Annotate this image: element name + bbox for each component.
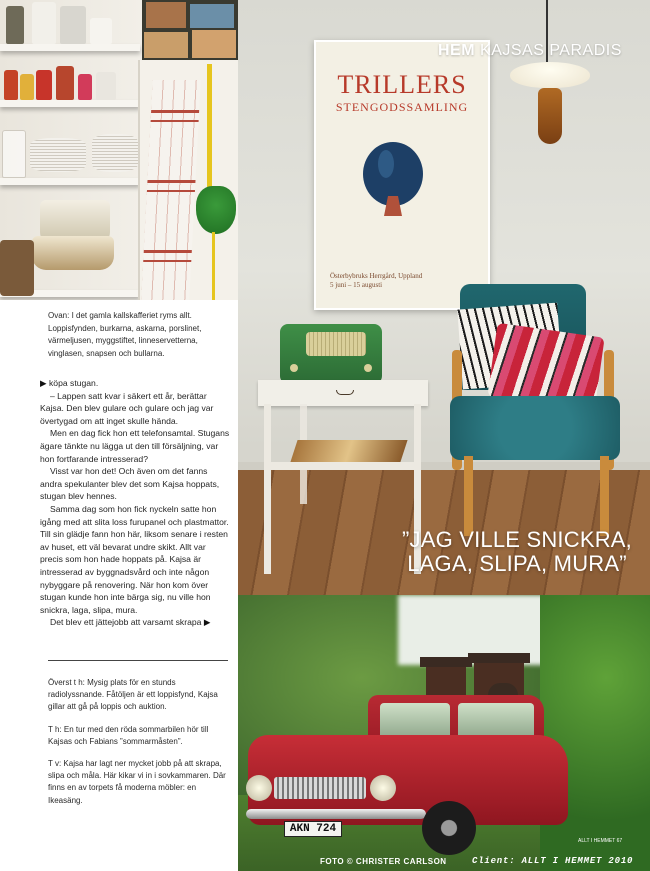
car-bumper xyxy=(246,809,426,819)
nightstand-shelf xyxy=(266,462,416,470)
car-window xyxy=(458,703,534,739)
poster-footer: Österbybruks Herrgård, Uppland 5 juni – 15 augusti xyxy=(330,272,423,289)
caption: T h: En tur med den röda sommarbilen hör till Kajsas och Fabians ”sommarmåsten”. xyxy=(48,724,209,746)
article-paragraph: Samma dag som hon fick nyckeln satte hon igång med att slita loss furupanel och plastmattor. Till sin glädje fann hon här, liksom senare i resten av huset, ett väl bevarat undre skikt. Allt var precis som hon hade hoppats på. Kajsa är intresserad av byggnadsvård och inte någon nybyggare på renovering. När hon kom över stugan kunde hon inte bärga sig, nu ville hon snickra, laga, slipa, mura. xyxy=(40,503,229,615)
pantry-shelf xyxy=(0,100,140,107)
section-header xyxy=(438,42,622,60)
continue-arrow-icon: ▶ xyxy=(203,617,211,628)
poster-title: TRILLERS xyxy=(337,70,467,99)
pantry-shelf xyxy=(0,44,140,51)
jar xyxy=(90,18,112,44)
nightstand xyxy=(258,380,428,406)
nightstand-leg xyxy=(264,404,271,574)
caption: Överst t h: Mysig plats för en stunds radiolyssnande. Fåtöljen är ett loppisfynd, Kajsa gillar att gå på loppis och auktion. xyxy=(48,678,218,712)
poster-subtitle: STENGODSSAMLING xyxy=(335,100,469,114)
wine-glasses xyxy=(2,130,26,178)
pantry-shelf xyxy=(0,178,140,185)
plate-stack xyxy=(30,138,86,172)
armchair-seat xyxy=(450,396,620,460)
captions-bottom xyxy=(48,677,228,817)
jar xyxy=(96,72,116,100)
car-wheel xyxy=(422,801,476,855)
broom-head xyxy=(196,186,236,234)
jar xyxy=(60,6,86,44)
broom xyxy=(212,232,215,300)
headlight xyxy=(370,775,396,801)
armchair-leg xyxy=(600,456,609,536)
jar xyxy=(6,6,24,44)
foliage xyxy=(540,595,650,871)
plate-stack xyxy=(92,134,138,172)
radio-grille xyxy=(306,332,366,356)
jar xyxy=(32,2,56,44)
article-paragraph: – Lappen satt kvar i säkert ett år, berättar Kajsa. Den blev gulare och gulare och jag var övertygad om att inget skulle hända. xyxy=(40,390,214,426)
article-title: KAJSAS PARADIS xyxy=(480,42,622,59)
article-paragraph: ▶ köpa stugan. xyxy=(40,378,99,388)
basket xyxy=(0,240,34,296)
exhibition-poster xyxy=(314,40,490,310)
client-credit: Client: ALLT I HEMMET 2010 xyxy=(472,856,634,866)
page-folio: ALLT I HEMMET 67 xyxy=(578,838,623,844)
red-car-photo xyxy=(238,595,650,871)
magazines xyxy=(290,440,407,462)
caption-top: Ovan: I det gamla kallskafferiet ryms allt. Loppisfynden, burkarna, askarna, porslinet, värmeljusen, myggstiftet, linneservetterna, vinglasen, snapsen och bullarna. xyxy=(48,311,202,358)
pantry-photo xyxy=(0,0,238,300)
ceiling-lamp xyxy=(510,62,590,88)
photo-credit: FOTO © CHRISTER CARLSON xyxy=(320,857,447,866)
photo-collage xyxy=(142,0,238,60)
section-name: HEM xyxy=(438,42,476,59)
shed-roof xyxy=(420,657,472,667)
living-room-photo xyxy=(238,0,650,595)
car-grille xyxy=(274,777,366,799)
pull-quote: ”JAG VILLE SNICKRA, LAGA, SLIPA, MURA” xyxy=(402,527,632,576)
pot xyxy=(32,236,114,270)
jar xyxy=(56,66,74,100)
divider xyxy=(48,660,228,661)
jar xyxy=(36,70,52,100)
car-window xyxy=(380,703,450,739)
article-paragraph: Visst var hon det! Och även om det fanns andra spekulanter blev det som Kajsa hoppats, stugan blev hennes. xyxy=(40,466,220,502)
headlight xyxy=(246,775,272,801)
jar xyxy=(78,74,92,100)
vase-illustration xyxy=(358,138,428,218)
shed-roof xyxy=(468,653,530,663)
armchair-leg xyxy=(464,456,473,536)
vintage-radio xyxy=(280,324,382,384)
caption: T v: Kajsa har lagt ner mycket jobb på att skrapa, slipa och måla. Här kikar vi in i sovkammaren. Där finns en av torpets få moderna möbler: en Ikeasäng. xyxy=(48,759,226,805)
jar xyxy=(4,70,18,100)
article-body xyxy=(40,377,230,629)
license-plate: AKN 724 xyxy=(284,821,342,837)
article-paragraph: Det blev ett jättejobb att varsamt skrapa ▶ xyxy=(50,617,211,628)
continue-arrow-icon: ▶ xyxy=(40,378,47,388)
article-paragraph: Men en dag fick hon ett telefonsamtal. Stugans ägare tänkte nu lägga ut den till försäljning, var hon fortfarande intresserad? xyxy=(40,428,230,464)
oil-lamp-body xyxy=(538,88,562,144)
jar xyxy=(20,74,34,100)
